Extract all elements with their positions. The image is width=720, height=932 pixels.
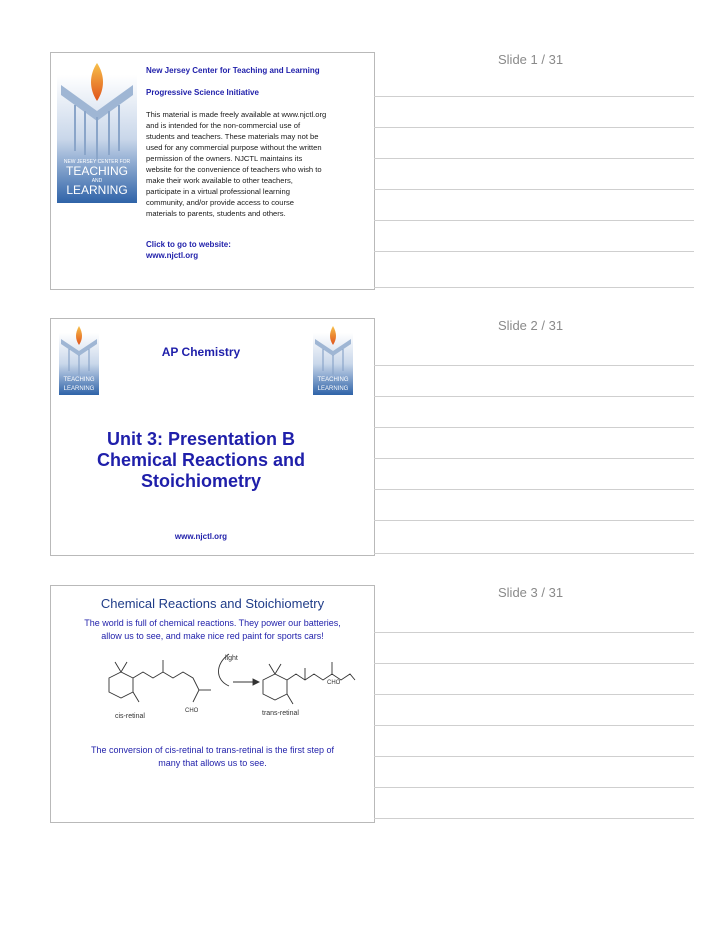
- cho-label: CHO: [185, 708, 199, 714]
- note-line: [374, 725, 694, 726]
- svg-text:LEARNING: LEARNING: [317, 386, 349, 392]
- note-line: [374, 553, 694, 554]
- license-text: This material is made freely available at www.njctl.org and is intended for the non-commercial use of students and teachers. These materials may not be used for any commercial purpose without the written permission of the owners. NJCTL maintains its website for the convenience of teachers who wish to make their work available to other teachers, participate in a virtual professional learning community, and/or provide access to course materials to parents, students and others.: [146, 110, 327, 218]
- course-title: AP Chemistry: [161, 345, 241, 359]
- note-line: [374, 427, 694, 428]
- note-line: [374, 632, 694, 633]
- njctl-logo-right: [311, 323, 355, 397]
- note-line: [374, 158, 694, 159]
- svg-text:TEACHING: TEACHING: [65, 164, 129, 178]
- slide-1: [50, 52, 375, 290]
- slide-number: Slide 1 / 31: [498, 52, 564, 67]
- slide-2: [50, 318, 375, 556]
- svg-text:NEW JERSEY CENTER FOR: NEW JERSEY CENTER FOR: [63, 159, 131, 165]
- note-line: [374, 127, 694, 128]
- initiative-name: Progressive Science Initiative: [146, 88, 259, 97]
- retinal-diagram: [87, 650, 357, 722]
- website-link[interactable]: Click to go to website: www.njctl.org: [146, 240, 231, 260]
- presentation-title: Unit 3: Presentation B Chemical Reactions and Stoichiometry: [96, 429, 306, 491]
- note-line: [374, 220, 694, 221]
- slide-number: Slide 3 / 31: [498, 585, 564, 600]
- note-line: [374, 694, 694, 695]
- slide-3: [50, 585, 375, 823]
- note-line: [374, 787, 694, 788]
- note-line: [374, 818, 694, 819]
- light-label: light: [225, 655, 238, 662]
- note-line: [374, 96, 694, 97]
- conclusion-text: The conversion of cis-retinal to trans-retinal is the first step of many that allows us to see.: [90, 745, 335, 768]
- note-line: [374, 189, 694, 190]
- website-url[interactable]: www.njctl.org: [174, 532, 228, 541]
- slide-number: Slide 2 / 31: [498, 318, 564, 333]
- note-line: [374, 489, 694, 490]
- svg-text:TEACHING: TEACHING: [63, 377, 95, 383]
- note-line: [374, 251, 694, 252]
- note-line: [374, 365, 694, 366]
- slide-title: Chemical Reactions and Stoichiometry: [100, 596, 325, 611]
- note-line: [374, 396, 694, 397]
- note-line: [374, 663, 694, 664]
- trans-retinal-label: trans-retinal: [262, 710, 299, 717]
- svg-text:TEACHING: TEACHING: [317, 377, 349, 383]
- organization-name: New Jersey Center for Teaching and Learning: [146, 66, 320, 75]
- svg-text:LEARNING: LEARNING: [66, 183, 128, 197]
- note-line: [374, 520, 694, 521]
- cis-retinal-label: cis-retinal: [115, 713, 145, 720]
- njctl-logo-left: [57, 323, 101, 397]
- note-line: [374, 287, 694, 288]
- svg-text:LEARNING: LEARNING: [63, 386, 95, 392]
- svg-text:AND: AND: [91, 178, 103, 184]
- njctl-logo: [53, 55, 141, 205]
- intro-text: The world is full of chemical reactions. They power our batteries, allow us to see, and make nice red paint for sports cars!: [84, 618, 341, 641]
- note-line: [374, 756, 694, 757]
- cho-label: CHO: [327, 680, 341, 686]
- note-line: [374, 458, 694, 459]
